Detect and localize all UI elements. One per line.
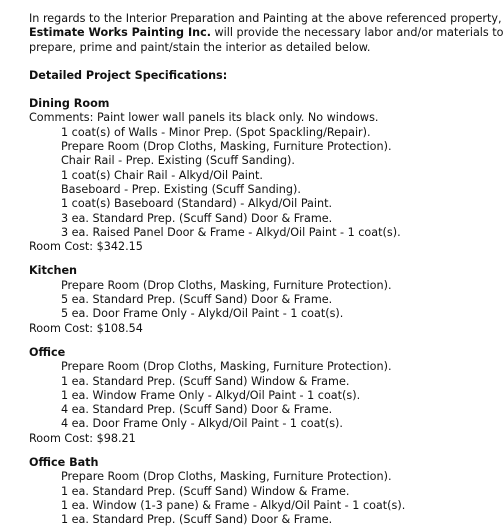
spec-heading: Detailed Project Specifications: [29, 68, 228, 82]
room-items-dining [29, 126, 469, 240]
list-item: Prepare Room (Drop Cloths, Masking, Furniture Protection). [61, 470, 392, 484]
intro-line-3: prepare, prime and paint/stain the interior as detailed below. [29, 40, 371, 54]
room-cost-dining: Room Cost: $342.15 [29, 240, 143, 254]
list-item: 1 ea. Window Frame Only - Alkyd/Oil Paint - 1 coat(s). [61, 388, 361, 402]
list-item: 1 ea. Standard Prep. (Scuff Sand) Door & Frame. [61, 513, 333, 527]
list-item: 1 ea. Standard Prep. (Scuff Sand) Window & Frame. [61, 374, 350, 388]
list-item: 3 ea. Raised Panel Door & Frame - Alkyd/Oil Paint - 1 coat(s). [61, 225, 401, 239]
list-item: 3 ea. Standard Prep. (Scuff Sand) Door & Frame. [61, 211, 333, 225]
room-items-kitchen [29, 279, 469, 322]
intro-line-2-rest: will provide the necessary labor and/or materials to [210, 26, 504, 40]
list-item: Baseboard - Prep. Existing (Scuff Sanding). [61, 182, 301, 196]
list-item: 1 coat(s) of Walls - Minor Prep. (Spot Spackling/Repair). [61, 125, 371, 139]
intro-paragraph [29, 12, 504, 55]
estimate-document [29, 12, 504, 528]
room-comments-dining: Comments: Paint lower wall panels its black only. No windows. [29, 111, 379, 125]
list-item: 1 coat(s) Baseboard (Standard) - Alkyd/Oil Paint. [61, 197, 333, 211]
list-item: 5 ea. Door Frame Only - Alykd/Oil Paint - 1 coat(s). [61, 307, 344, 321]
room-office [29, 346, 469, 446]
list-item: 4 ea. Door Frame Only - Alkyd/Oil Paint - 1 coat(s). [61, 417, 343, 431]
company-name: Estimate Works Painting Inc. [29, 26, 211, 40]
room-title-kitchen: Kitchen [29, 264, 78, 278]
room-cost-kitchen: Room Cost: $108.54 [29, 321, 143, 335]
list-item: Prepare Room (Drop Cloths, Masking, Furniture Protection). [61, 140, 392, 154]
room-dining [29, 97, 469, 254]
room-items-office [29, 360, 469, 431]
list-item: 1 ea. Window (1-3 pane) & Frame - Alkyd/Oil Paint - 1 coat(s). [61, 498, 406, 512]
room-items-office-bath [29, 470, 469, 527]
room-title-office-bath: Office Bath [29, 456, 99, 470]
list-item: 1 coat(s) Chair Rail - Alkyd/Oil Paint. [61, 168, 263, 182]
room-cost-office: Room Cost: $98.21 [29, 431, 136, 445]
room-title-office: Office [29, 345, 66, 359]
room-title-dining: Dining Room [29, 97, 110, 111]
intro-line-1: In regards to the Interior Preparation and Painting at the above referenced property, [29, 12, 502, 25]
list-item: 5 ea. Standard Prep. (Scuff Sand) Door & Frame. [61, 293, 333, 307]
list-item: Prepare Room (Drop Cloths, Masking, Furniture Protection). [61, 360, 392, 374]
intro-line-2 [29, 26, 504, 40]
list-item: Chair Rail - Prep. Existing (Scuff Sanding). [61, 154, 295, 168]
room-kitchen [29, 264, 469, 335]
room-office-bath [29, 456, 469, 527]
list-item: Prepare Room (Drop Cloths, Masking, Furniture Protection). [61, 278, 392, 292]
list-item: 1 ea. Standard Prep. (Scuff Sand) Window & Frame. [61, 484, 350, 498]
list-item: 4 ea. Standard Prep. (Scuff Sand) Door & Frame. [61, 403, 333, 417]
